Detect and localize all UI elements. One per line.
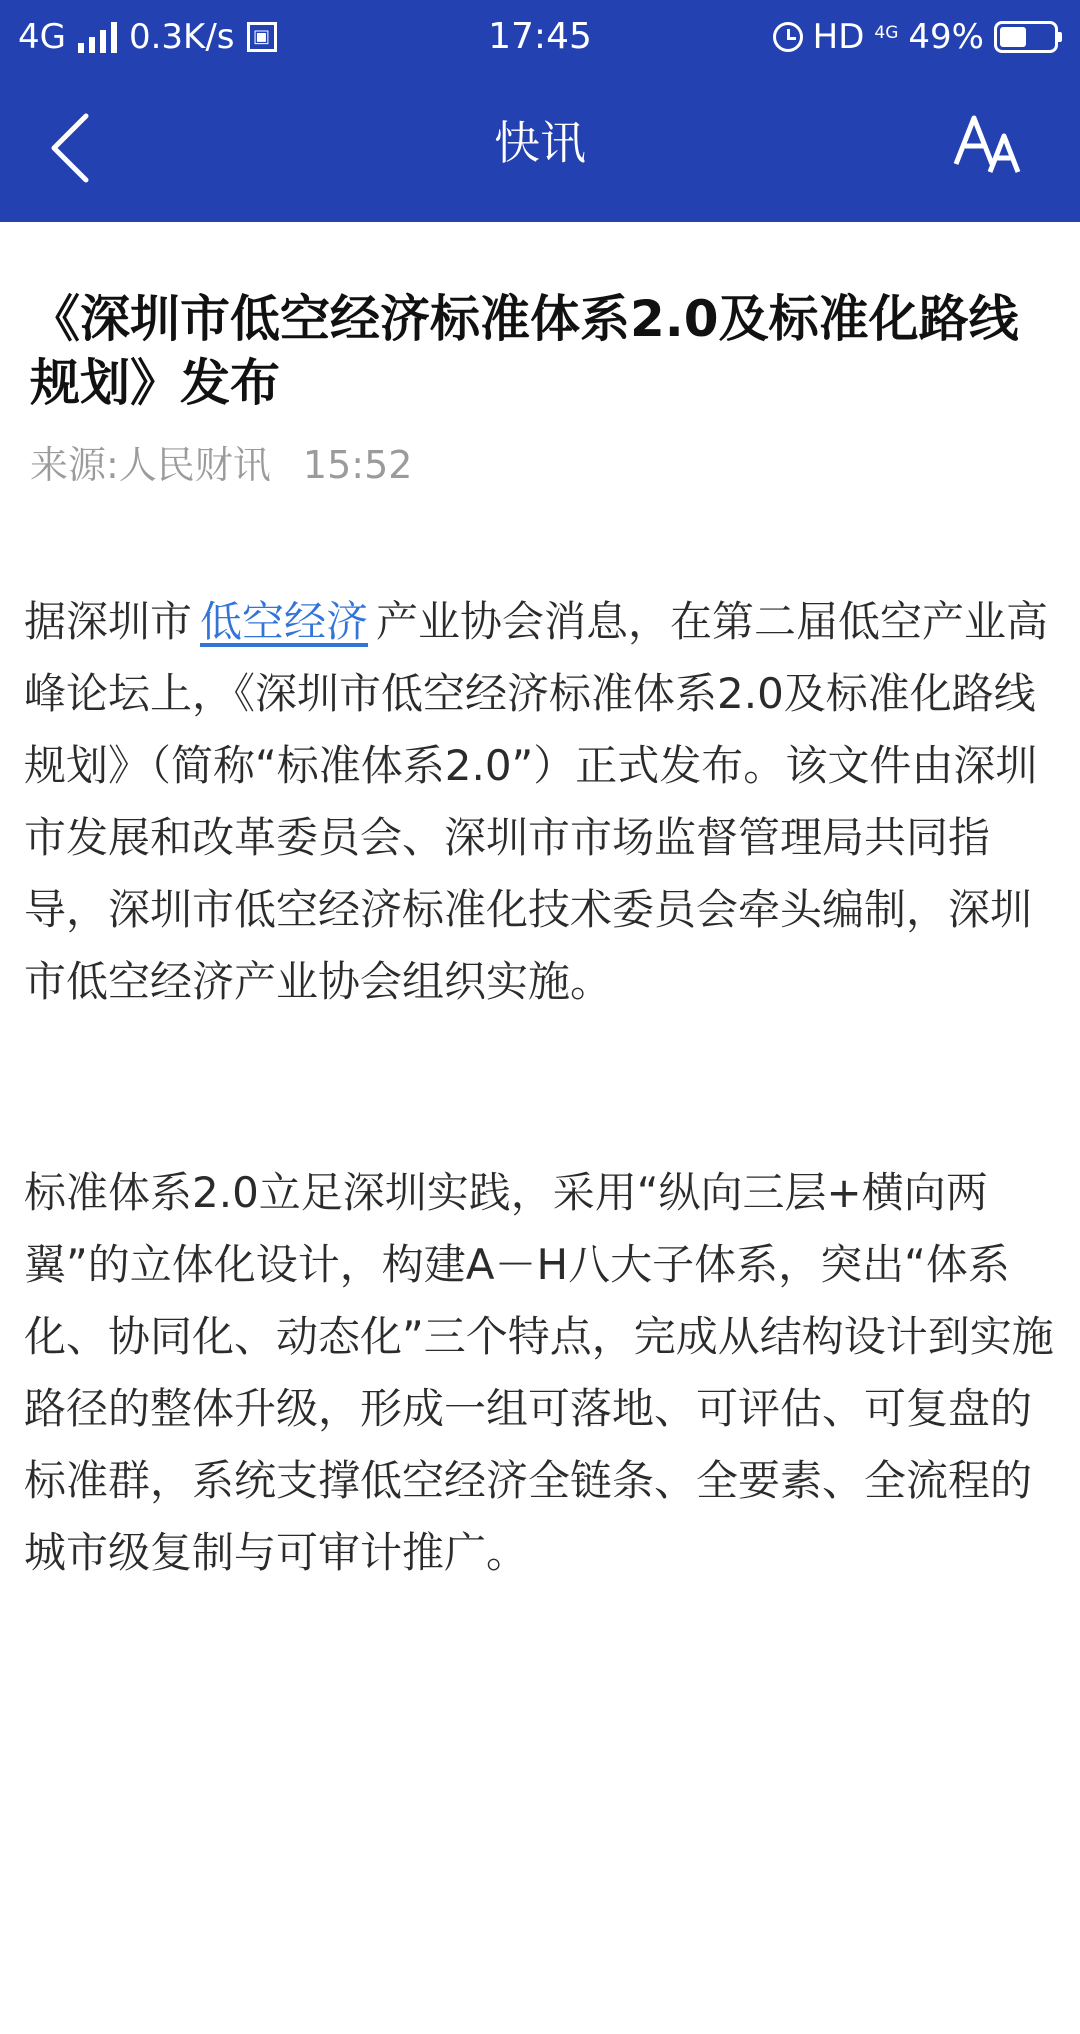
paragraph-1-body: 产业协会消息，在第二届低空产业高峰论坛上，《深圳市低空经济标准体系2.0及标准化路线规划》（简称“标准体系2.0”）正式发布。该文件由深圳市发展和改革委员会、深圳市市场监督管理局共同指导，深圳市低空经济标准化技术委员会牵头编制，深圳市低空经济产业协会组织实施。 (24, 597, 1049, 1006)
battery-percentage: 49% (908, 17, 984, 57)
navigation-bar (0, 74, 1080, 222)
article-meta (30, 441, 1050, 489)
network-type: 4G (18, 17, 66, 57)
article-source: 来源:人民财讯 (30, 443, 271, 487)
sim-card-icon: ▣ (247, 22, 277, 52)
alarm-clock-icon (773, 22, 803, 52)
font-size-button[interactable] (950, 108, 1026, 180)
article (0, 222, 1080, 1589)
low-altitude-economy-link[interactable]: 低空经济 (200, 597, 369, 646)
article-time: 15:52 (302, 443, 413, 487)
article-paragraph-2: 标准体系2.0立足深圳实践，采用“纵向三层+横向两翼”的立体化设计，构建A－H八大子体系，突出“体系化、协同化、动态化”三个特点，完成从结构设计到实施路径的整体升级，形成一组可落地、可评估、可复盘的标准群，系统支撑低空经济全链条、全要素、全流程的城市级复制与可审计推广。 (24, 1168, 1054, 1577)
status-bar (0, 0, 1080, 74)
hd-indicator: HD (812, 17, 865, 57)
battery-level-fill (1000, 27, 1026, 47)
clock: 17:45 (488, 16, 592, 57)
status-right (773, 14, 1058, 60)
article-title: 《深圳市低空经济标准体系2.0及标准化路线规划》发布 (30, 290, 1019, 412)
paragraph-1-intro: 据深圳市 (24, 597, 193, 646)
font-size-icon (950, 108, 1026, 180)
battery-icon (994, 21, 1058, 53)
app-header (0, 0, 1080, 222)
network-speed: 0.3K/s (128, 17, 235, 57)
small-network-indicator: 4G (874, 23, 899, 43)
page-title: 快讯 (494, 116, 586, 170)
article-paragraph-1 (24, 586, 1056, 1018)
